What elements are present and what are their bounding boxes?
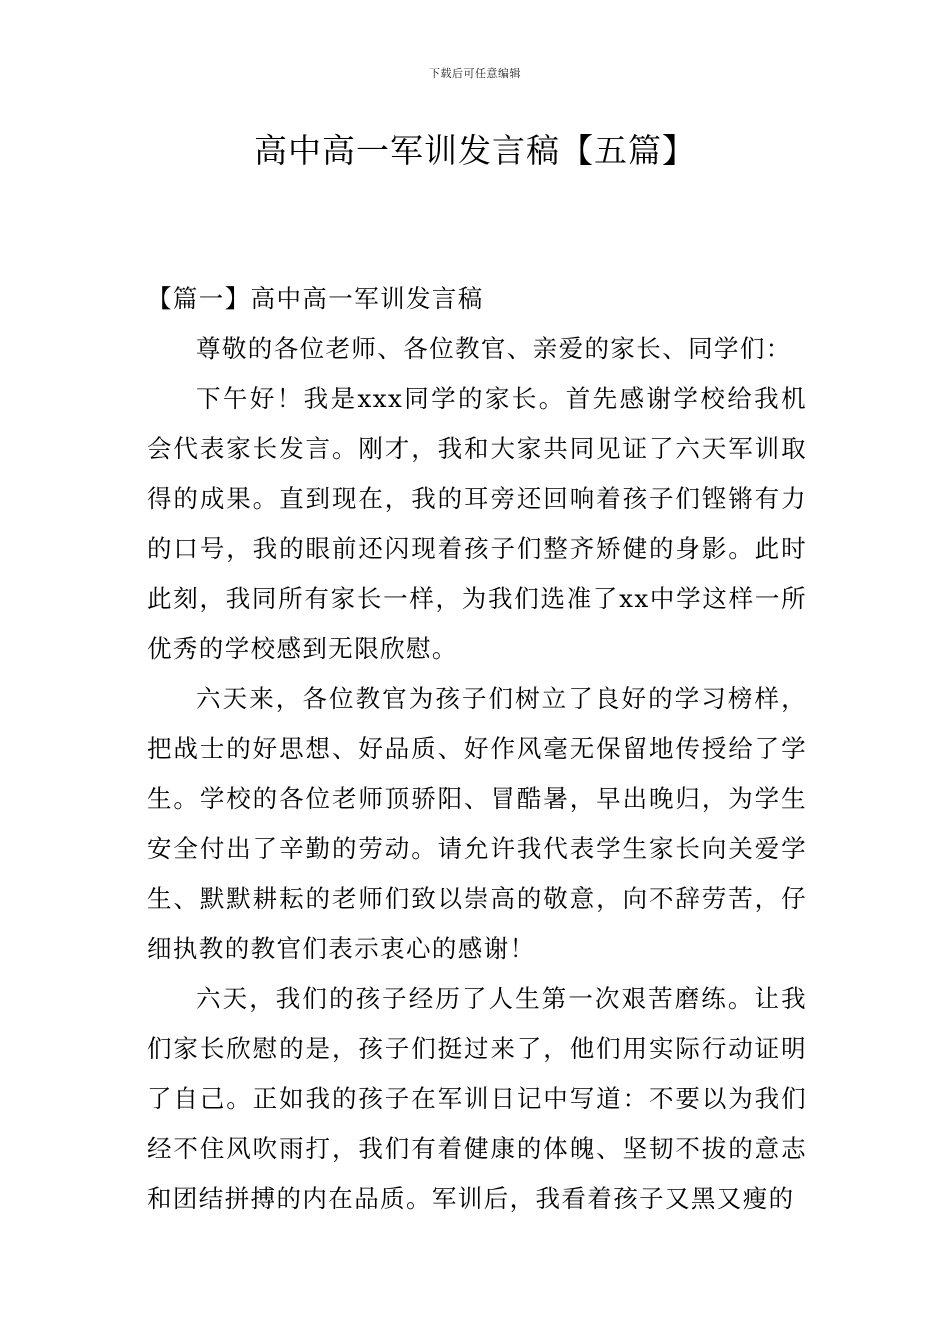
paragraph-2: 六天来，各位教官为孩子们树立了良好的学习榜样，把战士的好思想、好品质、好作风毫无保留地传授给了学生。学校的各位老师顶骄阳、冒酷暑，早出晚归，为学生安全付出了辛勤的劳动。请允许我代表学生家长向关爱学生、默默耕耘的老师们致以崇高的敬意，向不辞劳苦，仔细执教的教官们表示衷心的感谢！ [147, 684, 807, 963]
document-body [147, 274, 807, 1224]
section-heading: 【篇一】高中高一军训发言稿 [147, 284, 484, 313]
paragraph-1: 下午好！我是xxx同学的家长。首先感谢学校给我机会代表家长发言。刚才，我和大家共同见证了六天军训取得的成果。直到现在，我的耳旁还回响着孩子们铿锵有力的口号，我的眼前还闪现着孩子们整齐矫健的身影。此时此刻，我同所有家长一样，为我们选准了xx中学这样一所优秀的学校感到无限欣慰。 [147, 384, 807, 663]
header-note: 下载后可任意编辑 [429, 67, 521, 80]
document-title: 高中高一军训发言稿【五篇】 [254, 131, 696, 170]
paragraph-3: 六天，我们的孩子经历了人生第一次艰苦磨练。让我们家长欣慰的是，孩子们挺过来了，他们用实际行动证明了自己。正如我的孩子在军训日记中写道：不要以为我们经不住风吹雨打，我们有着健康的体魄、坚韧不拔的意志和团结拼搏的内在品质。军训后，我看着孩子又黑又瘦的 [147, 984, 807, 1213]
salutation: 尊敬的各位老师、各位教官、亲爱的家长、同学们： [196, 334, 792, 363]
